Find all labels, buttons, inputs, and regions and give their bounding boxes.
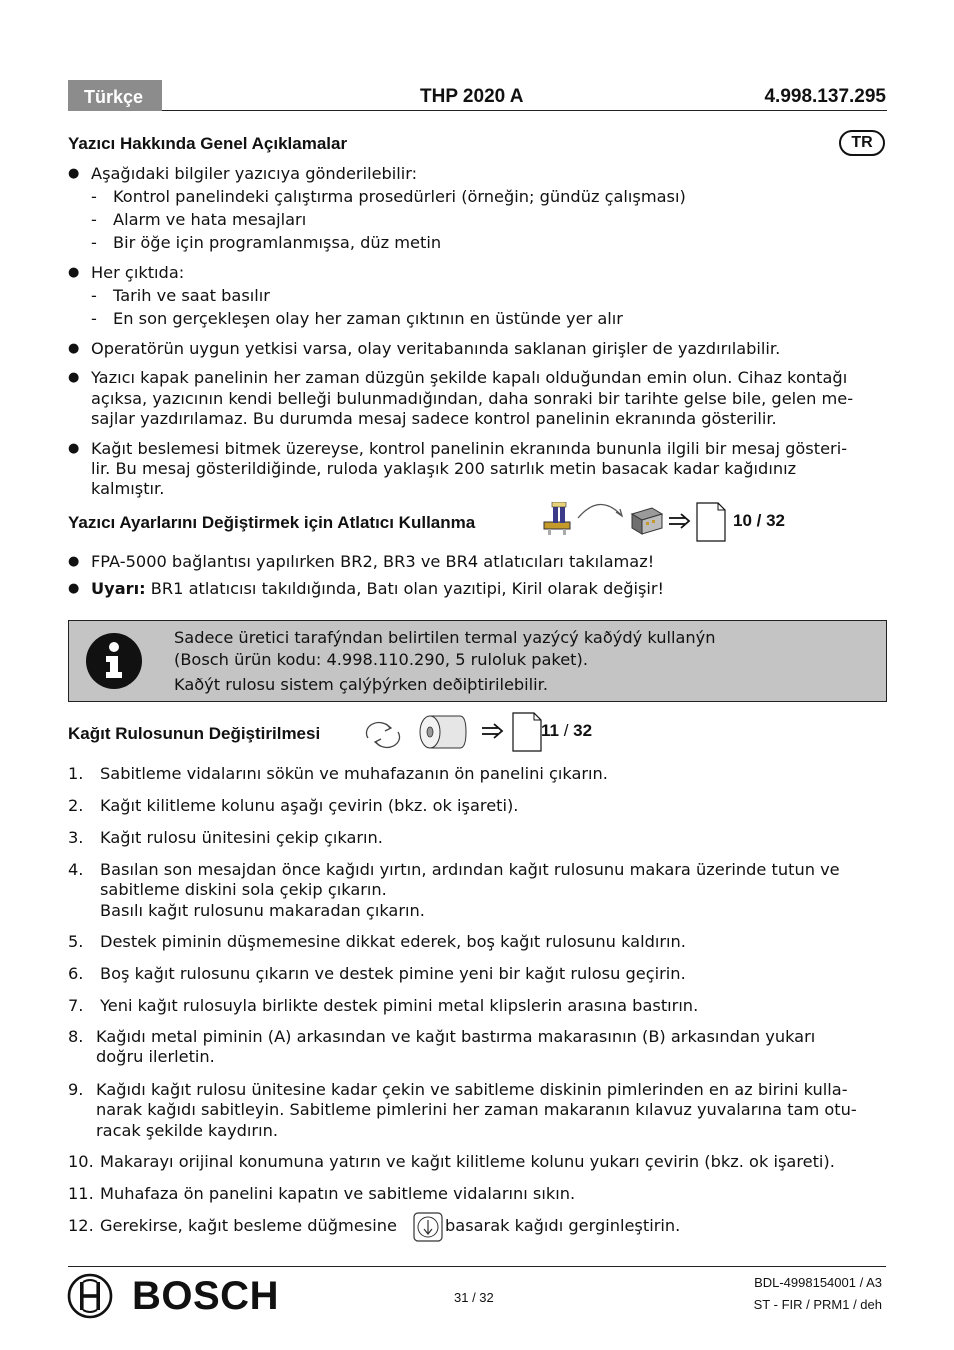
dash-marker: - (91, 286, 97, 305)
step-number: 11. (68, 1184, 94, 1203)
step-number: 6. (68, 964, 84, 983)
sub-list-item: Tarih ve saat basılır (113, 286, 270, 305)
paper-roll-icon (416, 712, 468, 752)
header-rule (162, 110, 887, 111)
curved-arrow-icon (576, 498, 624, 520)
step-text: Kağıt rulosu ünitesini çekip çıkarın. (100, 828, 383, 847)
step-text: doğru ilerletin. (96, 1047, 215, 1066)
language-tab: Türkçe (68, 80, 162, 111)
warning-text: BR1 atlatıcısı takıldığında, Batı olan yazıtipi, Kiril olarak değişir! (145, 579, 665, 598)
notice-line: (Bosch ürün kodu: 4.998.110.290, 5 ruloluk paket). (174, 650, 588, 669)
list-item: Aşağıdaki bilgiler yazıcıya gönderilebilir: (91, 164, 418, 183)
step-text: Gerekirse, kağıt besleme düğmesine (100, 1216, 397, 1235)
info-icon (85, 632, 143, 690)
sub-list-item: Alarm ve hata mesajları (113, 210, 307, 229)
section-title-paper-roll: Kağıt Rulosunun Değiştirilmesi (68, 724, 321, 743)
step-text: Sabitleme vidalarını sökün ve muhafazanın ön panelini çıkarın. (100, 764, 608, 783)
document-code: ST - FIR / PRM1 / deh (753, 1297, 882, 1312)
step-text: Muhafaza ön panelini kapatın ve sabitleme vidalarını sıkın. (100, 1184, 576, 1203)
bullet-dot-icon: ● (68, 341, 80, 356)
document-id: BDL-4998154001 / A3 (754, 1275, 882, 1290)
step-text: Yeni kağıt rulosuyla birlikte destek pimini metal klipslerin arasına bastırın. (100, 996, 699, 1015)
list-item (91, 579, 664, 600)
step-text: Kağıdı metal piminin (A) arkasından ve kağıt bastırma makarasının (B) arkasından yukarı (96, 1027, 816, 1046)
warning-label: Uyarı: (91, 579, 146, 598)
sub-list-item: Kontrol panelindeki çalıştırma prosedürleri (örneğin; gündüz çalışması) (113, 187, 686, 206)
bullet-dot-icon: ● (68, 166, 80, 181)
list-item-line: kalmıştır. (91, 479, 165, 498)
bullet-dot-icon: ● (68, 265, 80, 280)
list-item: Operatörün uygun yetkisi varsa, olay veritabanında saklanan girişler de yazdırılabilir. (91, 339, 781, 358)
bullet-dot-icon: ● (68, 441, 80, 456)
step-number: 7. (68, 996, 84, 1015)
jumper-icon (540, 502, 576, 536)
dash-marker: - (91, 210, 97, 229)
list-item-line: Kağıt beslemesi bitmek üzereyse, kontrol panelinin ekranında bununla ilgili bir mesaj gösteri- (91, 439, 848, 458)
bullet-dot-icon: ● (68, 370, 80, 385)
section-title-jumper: Yazıcı Ayarlarını Değiştirmek için Atlatıcı Kullanma (68, 513, 476, 532)
country-badge: TR (839, 130, 885, 156)
section-title-general: Yazıcı Hakkında Genel Açıklamalar (68, 134, 348, 153)
step-text: sabitleme diskini sola çekip çıkarın. (100, 880, 387, 899)
page-reference: 11 / 32 (541, 721, 593, 740)
step-number: 9. (68, 1080, 84, 1099)
step-text: narak kağıdı sabitleyin. Sabitleme pimlerini her zaman makaranın kılavuz yuvalarına tam otu- (96, 1100, 857, 1119)
double-arrow-icon (668, 512, 692, 530)
notice-line: Kaðýt rulosu sistem çalýþýrken deðiþtirilebilir. (174, 675, 548, 694)
step-number: 1. (68, 764, 84, 783)
printer-module-icon (630, 504, 664, 536)
step-number: 8. (68, 1027, 84, 1046)
dash-marker: - (91, 187, 97, 206)
list-item: Her çıktıda: (91, 263, 185, 282)
document-number: 4.998.137.295 (764, 86, 886, 107)
paper-feed-button-icon (413, 1212, 443, 1242)
list-item-line: lir. Bu mesaj gösterildiğinde, ruloda yaklaşık 200 satırlık metin basacak kadar kağıdınız (91, 459, 797, 478)
rotate-arrows-icon (362, 720, 404, 750)
step-number: 5. (68, 932, 84, 951)
double-arrow-icon (481, 722, 505, 740)
step-text: basarak kağıdı gerginleştirin. (445, 1216, 681, 1235)
list-item: FPA-5000 bağlantısı yapılırken BR2, BR3 ve BR4 atlatıcıları takılamaz! (91, 552, 655, 571)
page-reference: 10 / 32 (733, 511, 785, 530)
step-text: racak şekilde kaydırın. (96, 1121, 278, 1140)
brand-logotype: BOSCH (132, 1274, 279, 1318)
sub-list-item: Bir öğe için programlanmışsa, düz metin (113, 233, 442, 252)
model-name: THP 2020 A (420, 86, 524, 107)
list-item-line: sajlar yazdırılamaz. Bu durumda mesaj sadece kontrol panelinin ekranında gösterilir. (91, 409, 777, 428)
step-text: Makarayı orijinal konumuna yatırın ve kağıt kilitleme kolunu yukarı çevirin (bkz. ok işareti). (100, 1152, 835, 1171)
page-reference-icon (696, 502, 726, 542)
step-text: Destek piminin düşmemesine dikkat ederek, boş kağıt rulosunu kaldırın. (100, 932, 686, 951)
step-text: Boş kağıt rulosunu çıkarın ve destek pimine yeni bir kağıt rulosu geçirin. (100, 964, 686, 983)
dash-marker: - (91, 233, 97, 252)
step-number: 10. (68, 1152, 94, 1171)
step-text: Basılan son mesajdan önce kağıdı yırtın, ardından kağıt rulosunu makara üzerinde tutun ve (100, 860, 840, 879)
list-item-line: Yazıcı kapak panelinin her zaman düzgün şekilde kapalı olduğundan emin olun. Cihaz kontağı (91, 368, 848, 387)
step-number: 2. (68, 796, 84, 815)
bosch-logo-icon (67, 1273, 113, 1319)
notice-line: Sadece üretici tarafýndan belirtilen termal yazýcý kaðýdý kullanýn (174, 628, 716, 647)
dash-marker: - (91, 309, 97, 328)
sub-list-item: En son gerçekleşen olay her zaman çıktının en üstünde yer alır (113, 309, 623, 328)
step-number: 4. (68, 860, 84, 879)
footer-rule (68, 1266, 886, 1267)
page-reference-icon (512, 712, 542, 752)
bullet-dot-icon: ● (68, 581, 80, 596)
step-text: Basılı kağıt rulosunu makaradan çıkarın. (100, 901, 425, 920)
step-text: Kağıdı kağıt rulosu ünitesine kadar çekin ve sabitleme diskinin pimlerinden en az birini kulla- (96, 1080, 848, 1099)
step-number: 3. (68, 828, 84, 847)
list-item-line: açıksa, yazıcının kendi belleği bulunmadığından, daha sonraki bir tarihte gelse bile, gelen me- (91, 389, 854, 408)
page-number: 31 / 32 (454, 1290, 494, 1305)
step-text: Kağıt kilitleme kolunu aşağı çevirin (bkz. ok işareti). (100, 796, 519, 815)
bullet-dot-icon: ● (68, 554, 80, 569)
step-number: 12. (68, 1216, 94, 1235)
